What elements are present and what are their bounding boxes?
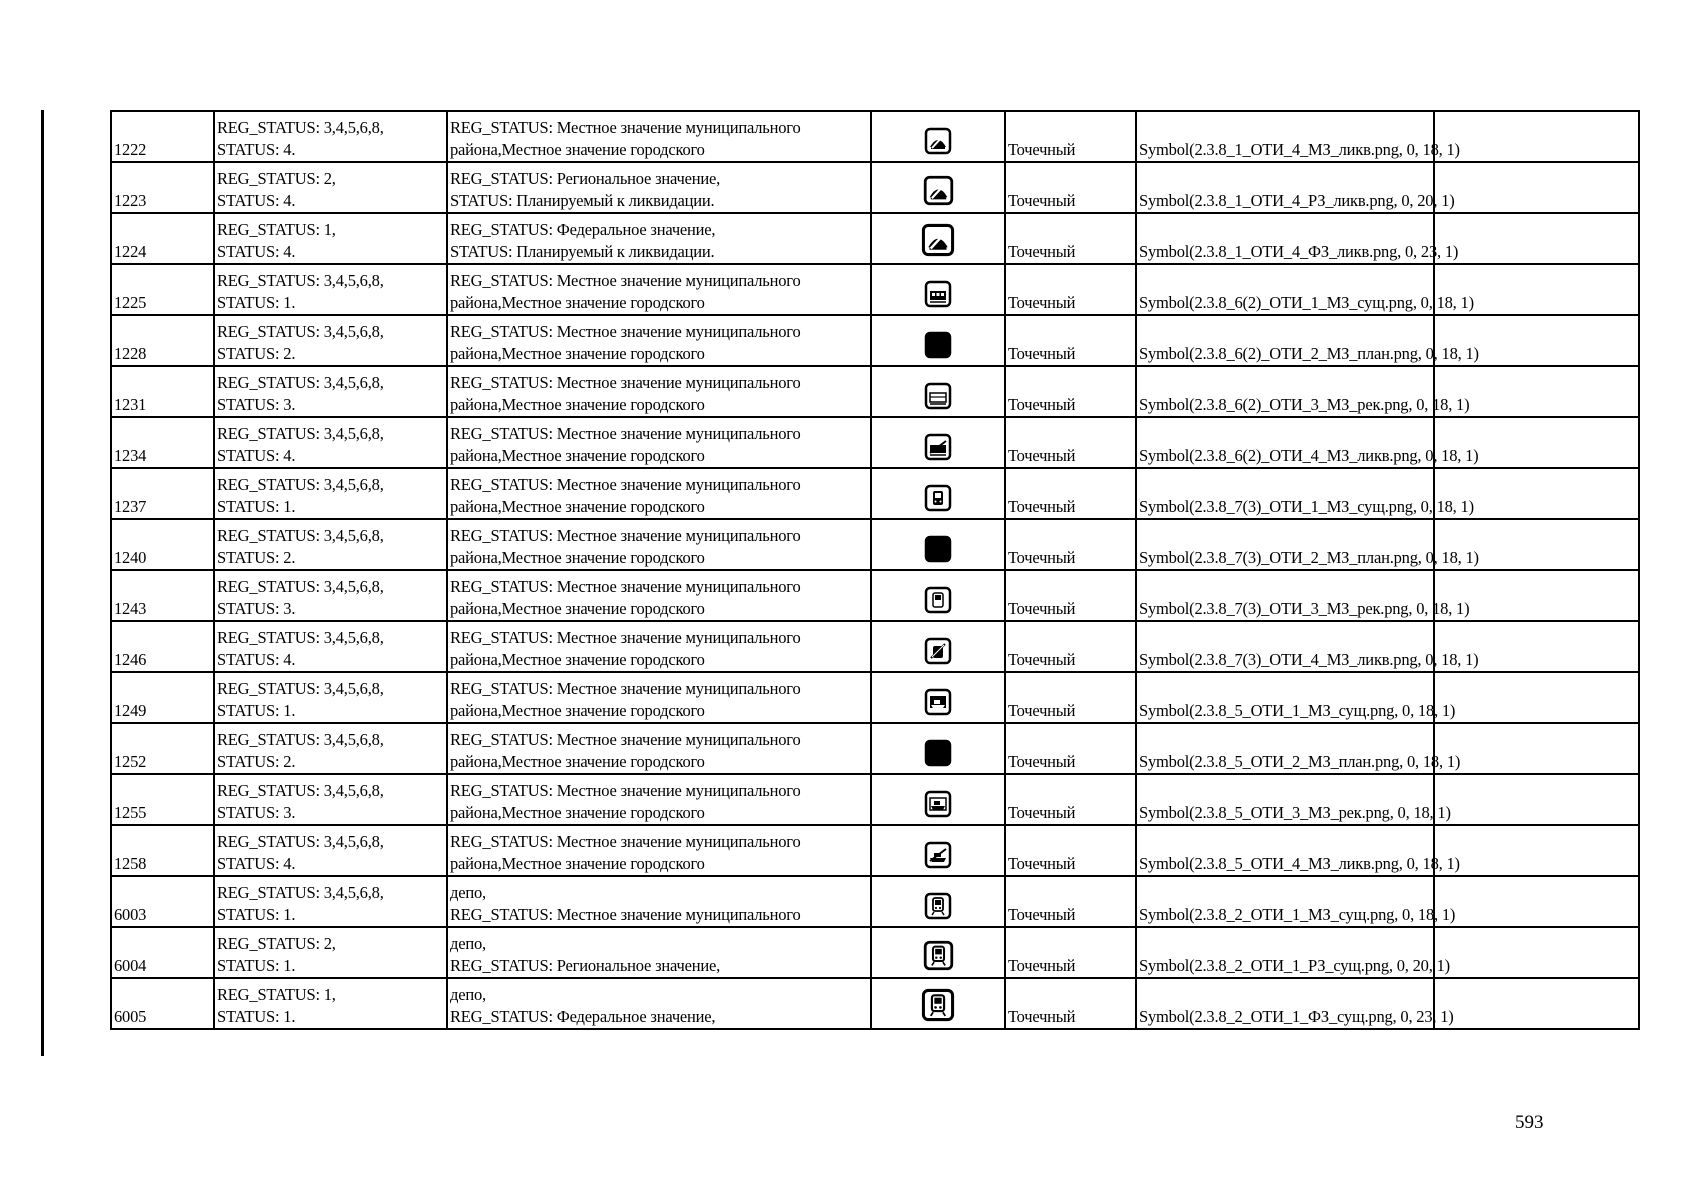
table-row <box>111 774 1639 825</box>
description-line: REG_STATUS: Местное значение муниципального <box>450 905 801 924</box>
reg-status-cell <box>214 978 447 1029</box>
geometry-type-cell <box>1005 111 1136 162</box>
symbol-expression: Symbol(2.3.8_6(2)_ОТИ_1_МЗ_сущ.png, 0, 18, 1) <box>1139 293 1474 312</box>
description-line: района,Местное значение городского <box>450 140 705 159</box>
row-id-cell <box>111 213 214 264</box>
row-id-cell <box>111 468 214 519</box>
symbol-expression-cell <box>1136 927 1450 978</box>
symbol-expression: Symbol(2.3.8_2_ОТИ_1_МЗ_сущ.png, 0, 18, 1) <box>1139 905 1456 924</box>
description-cell <box>447 774 871 825</box>
reg-status-line: REG_STATUS: 3,4,5,6,8, <box>217 730 384 749</box>
description-line: района,Местное значение городского <box>450 344 705 363</box>
table-row <box>111 111 1639 162</box>
row-id-cell <box>111 111 214 162</box>
geometry-type-cell <box>1005 570 1136 621</box>
row-id: 1231 <box>114 395 147 414</box>
symbol-expression-cell <box>1136 366 1470 417</box>
row-id: 1228 <box>114 344 147 363</box>
row-id: 1222 <box>114 140 147 159</box>
geometry-type-cell <box>1005 213 1136 264</box>
table-row <box>111 468 1639 519</box>
row-id: 6003 <box>114 905 147 924</box>
symbol-expression: Symbol(2.3.8_2_ОТИ_1_ФЗ_сущ.png, 0, 23, 1) <box>1139 1007 1454 1026</box>
description-line: района,Местное значение городского <box>450 854 705 873</box>
table-row <box>111 366 1639 417</box>
description-cell <box>447 417 871 468</box>
symbol-expression: Symbol(2.3.8_7(3)_ОТИ_2_МЗ_план.png, 0, 18, 1) <box>1139 548 1479 567</box>
description-line: REG_STATUS: Федеральное значение, <box>450 1007 716 1026</box>
description-line: STATUS: Планируемый к ликвидации. <box>450 242 715 261</box>
geometry-type-cell <box>1005 315 1136 366</box>
table-row <box>111 570 1639 621</box>
description-line: REG_STATUS: Региональное значение, <box>450 169 721 188</box>
symbol-expression-cell <box>1136 825 1460 876</box>
empty-cell <box>1434 723 1639 774</box>
reg-status-line: REG_STATUS: 2, <box>217 169 336 188</box>
row-id: 1225 <box>114 293 147 312</box>
geometry-type-cell <box>1005 927 1136 978</box>
row-id-cell <box>111 978 214 1029</box>
ship-depot-liquidated-icon <box>924 841 952 869</box>
description-line: района,Местное значение городского <box>450 701 705 720</box>
reg-status-cell <box>214 672 447 723</box>
description-cell <box>447 672 871 723</box>
table-row <box>111 417 1639 468</box>
description-line: REG_STATUS: Местное значение муниципального <box>450 475 801 494</box>
description-line: района,Местное значение городского <box>450 293 705 312</box>
symbol-expression: Symbol(2.3.8_5_ОТИ_1_МЗ_сущ.png, 0, 18, 1) <box>1139 701 1456 720</box>
empty-cell <box>1434 978 1639 1029</box>
geometry-type-cell <box>1005 672 1136 723</box>
symbol-icon-cell <box>871 774 1005 825</box>
symbol-icon-cell <box>871 570 1005 621</box>
filled-square-icon <box>924 535 952 563</box>
symbol-expression-cell <box>1136 621 1479 672</box>
row-id-cell <box>111 366 214 417</box>
reg-status-line: REG_STATUS: 3,4,5,6,8, <box>217 118 384 137</box>
reg-status-cell <box>214 468 447 519</box>
train-depot-icon <box>924 892 952 920</box>
symbol-expression-cell <box>1136 213 1459 264</box>
symbol-expression-cell <box>1136 570 1470 621</box>
geometry-type: Точечный <box>1008 905 1076 924</box>
description-cell <box>447 519 871 570</box>
description-cell <box>447 366 871 417</box>
status-line: STATUS: 1. <box>217 293 296 312</box>
symbol-expression: Symbol(2.3.8_6(2)_ОТИ_4_МЗ_ликв.png, 0, 18, 1) <box>1139 446 1479 465</box>
status-line: STATUS: 4. <box>217 650 296 669</box>
description-cell <box>447 825 871 876</box>
empty-cell <box>1434 876 1639 927</box>
geometry-type: Точечный <box>1008 191 1076 210</box>
description-line: REG_STATUS: Местное значение муниципального <box>450 322 801 341</box>
row-id-cell <box>111 672 214 723</box>
description-line: REG_STATUS: Местное значение муниципального <box>450 271 801 290</box>
status-line: STATUS: 2. <box>217 548 296 567</box>
symbol-expression-cell <box>1136 315 1479 366</box>
geometry-type: Точечный <box>1008 497 1076 516</box>
description-cell <box>447 111 871 162</box>
row-id-cell <box>111 876 214 927</box>
status-line: STATUS: 1. <box>217 497 296 516</box>
description-line: REG_STATUS: Местное значение муниципального <box>450 628 801 647</box>
description-line: депо, <box>450 934 486 953</box>
filled-square-icon <box>924 739 952 767</box>
symbol-expression: Symbol(2.3.8_5_ОТИ_3_МЗ_рек.png, 0, 18, 1) <box>1139 803 1451 822</box>
row-id: 1258 <box>114 854 147 873</box>
empty-cell <box>1434 111 1639 162</box>
geometry-type: Точечный <box>1008 293 1076 312</box>
table-row <box>111 162 1639 213</box>
geometry-type-cell <box>1005 978 1136 1029</box>
bus-station-liquidated-icon <box>924 127 952 155</box>
symbol-expression-cell <box>1136 519 1479 570</box>
symbol-expression: Symbol(2.3.8_1_ОТИ_4_МЗ_ликв.png, 0, 18, 1) <box>1139 140 1460 159</box>
geometry-type: Точечный <box>1008 140 1076 159</box>
reg-status-line: REG_STATUS: 3,4,5,6,8, <box>217 424 384 443</box>
geometry-type-cell <box>1005 621 1136 672</box>
symbol-expression: Symbol(2.3.8_2_ОТИ_1_РЗ_сущ.png, 0, 20, 1) <box>1139 956 1450 975</box>
row-id: 1249 <box>114 701 147 720</box>
description-cell <box>447 570 871 621</box>
symbol-expression: Symbol(2.3.8_5_ОТИ_4_МЗ_ликв.png, 0, 18, 1) <box>1139 854 1460 873</box>
row-id: 6004 <box>114 956 147 975</box>
symbol-expression: Symbol(2.3.8_1_ОТИ_4_РЗ_ликв.png, 0, 20, 1) <box>1139 191 1455 210</box>
reg-status-cell <box>214 519 447 570</box>
description-line: REG_STATUS: Местное значение муниципального <box>450 424 801 443</box>
reg-status-cell <box>214 774 447 825</box>
reg-status-line: REG_STATUS: 3,4,5,6,8, <box>217 322 384 341</box>
geometry-type: Точечный <box>1008 446 1076 465</box>
status-line: STATUS: 1. <box>217 1007 296 1026</box>
row-id-cell <box>111 417 214 468</box>
reg-status-cell <box>214 570 447 621</box>
symbol-expression: Symbol(2.3.8_7(3)_ОТИ_1_МЗ_сущ.png, 0, 18, 1) <box>1139 497 1474 516</box>
reg-status-line: REG_STATUS: 3,4,5,6,8, <box>217 271 384 290</box>
geometry-type: Точечный <box>1008 752 1076 771</box>
reg-status-line: REG_STATUS: 3,4,5,6,8, <box>217 526 384 545</box>
row-id-cell <box>111 825 214 876</box>
status-line: STATUS: 1. <box>217 701 296 720</box>
reg-status-line: REG_STATUS: 3,4,5,6,8, <box>217 679 384 698</box>
geometry-type-cell <box>1005 774 1136 825</box>
row-id: 1224 <box>114 242 147 261</box>
description-line: REG_STATUS: Местное значение муниципального <box>450 781 801 800</box>
geometry-type: Точечный <box>1008 854 1076 873</box>
symbol-expression: Symbol(2.3.8_6(2)_ОТИ_3_МЗ_рек.png, 0, 18, 1) <box>1139 395 1470 414</box>
symbol-icon-cell <box>871 417 1005 468</box>
empty-cell <box>1434 774 1639 825</box>
page-number: 593 <box>1515 1112 1544 1133</box>
row-id: 6005 <box>114 1007 147 1026</box>
row-id: 1246 <box>114 650 147 669</box>
row-id-cell <box>111 162 214 213</box>
geometry-type-cell <box>1005 264 1136 315</box>
geometry-type: Точечный <box>1008 242 1076 261</box>
description-line: депо, <box>450 883 486 902</box>
table-row <box>111 672 1639 723</box>
description-cell <box>447 315 871 366</box>
description-cell <box>447 468 871 519</box>
row-id-cell <box>111 927 214 978</box>
status-line: STATUS: 3. <box>217 599 296 618</box>
empty-cell <box>1434 162 1639 213</box>
symbol-icon-cell <box>871 621 1005 672</box>
symbol-icon-cell <box>871 876 1005 927</box>
row-id: 1240 <box>114 548 147 567</box>
status-line: STATUS: 4. <box>217 140 296 159</box>
status-line: STATUS: 3. <box>217 803 296 822</box>
reg-status-cell <box>214 621 447 672</box>
symbol-expression-cell <box>1136 876 1456 927</box>
description-cell <box>447 162 871 213</box>
geometry-type-cell <box>1005 876 1136 927</box>
symbol-icon-cell <box>871 213 1005 264</box>
symbol-expression-cell <box>1136 417 1479 468</box>
symbol-table-body <box>111 111 1639 1029</box>
description-line: REG_STATUS: Федеральное значение, <box>450 220 716 239</box>
symbol-expression-cell <box>1136 264 1474 315</box>
row-id-cell <box>111 774 214 825</box>
reg-status-cell <box>214 417 447 468</box>
description-line: района,Местное значение городского <box>450 599 705 618</box>
empty-cell <box>1434 213 1639 264</box>
status-line: STATUS: 2. <box>217 344 296 363</box>
description-line: района,Местное значение городского <box>450 446 705 465</box>
symbol-icon-cell <box>871 315 1005 366</box>
description-cell <box>447 876 871 927</box>
table-row <box>111 621 1639 672</box>
status-line: STATUS: 1. <box>217 905 296 924</box>
symbol-expression-cell <box>1136 723 1461 774</box>
status-line: STATUS: 4. <box>217 854 296 873</box>
symbol-expression: Symbol(2.3.8_1_ОТИ_4_ФЗ_ликв.png, 0, 23, 1) <box>1139 242 1459 261</box>
symbol-expression-cell <box>1136 468 1474 519</box>
bus-station-liquidated-icon <box>923 175 954 206</box>
symbol-icon-cell <box>871 162 1005 213</box>
reg-status-cell <box>214 111 447 162</box>
symbol-expression-cell <box>1136 111 1460 162</box>
description-line: REG_STATUS: Местное значение муниципального <box>450 118 801 137</box>
symbol-expression-cell <box>1136 672 1456 723</box>
table-row <box>111 825 1639 876</box>
geometry-type: Точечный <box>1008 548 1076 567</box>
description-cell <box>447 621 871 672</box>
table-row <box>111 213 1639 264</box>
description-line: REG_STATUS: Местное значение муниципального <box>450 730 801 749</box>
table-row <box>111 315 1639 366</box>
description-cell <box>447 927 871 978</box>
empty-cell <box>1434 825 1639 876</box>
reg-status-cell <box>214 213 447 264</box>
row-id: 1234 <box>114 446 147 465</box>
reg-status-cell <box>214 162 447 213</box>
description-line: REG_STATUS: Региональное значение, <box>450 956 721 975</box>
symbol-icon-cell <box>871 111 1005 162</box>
table-row <box>111 978 1639 1029</box>
description-line: района,Местное значение городского <box>450 803 705 822</box>
row-id-cell <box>111 315 214 366</box>
symbol-expression-cell <box>1136 774 1451 825</box>
geometry-type-cell <box>1005 417 1136 468</box>
table-row <box>111 723 1639 774</box>
train-depot-icon <box>921 988 955 1022</box>
symbol-icon-cell <box>871 723 1005 774</box>
description-line: района,Местное значение городского <box>450 650 705 669</box>
reg-status-line: REG_STATUS: 3,4,5,6,8, <box>217 883 384 902</box>
status-line: STATUS: 2. <box>217 752 296 771</box>
symbol-icon-cell <box>871 672 1005 723</box>
geometry-type: Точечный <box>1008 701 1076 720</box>
metro-depot-icon <box>924 484 952 512</box>
symbol-expression: Symbol(2.3.8_5_ОТИ_2_МЗ_план.png, 0, 18, 1) <box>1139 752 1461 771</box>
description-line: района,Местное значение городского <box>450 497 705 516</box>
description-line: REG_STATUS: Местное значение муниципального <box>450 832 801 851</box>
reg-status-line: REG_STATUS: 2, <box>217 934 336 953</box>
geometry-type: Точечный <box>1008 344 1076 363</box>
symbol-icon-cell <box>871 468 1005 519</box>
row-id: 1223 <box>114 191 147 210</box>
row-id: 1237 <box>114 497 147 516</box>
description-line: района,Местное значение городского <box>450 752 705 771</box>
geometry-type: Точечный <box>1008 803 1076 822</box>
filled-square-icon <box>924 331 952 359</box>
tram-depot-liquidated-icon <box>924 433 952 461</box>
reg-status-line: REG_STATUS: 1, <box>217 985 336 1004</box>
description-line: STATUS: Планируемый к ликвидации. <box>450 191 715 210</box>
reg-status-line: REG_STATUS: 1, <box>217 220 336 239</box>
row-id-cell <box>111 621 214 672</box>
bus-station-liquidated-icon <box>921 223 955 257</box>
reg-status-line: REG_STATUS: 3,4,5,6,8, <box>217 628 384 647</box>
metro-depot-outline-icon <box>924 586 952 614</box>
description-line: REG_STATUS: Местное значение муниципального <box>450 679 801 698</box>
status-line: STATUS: 1. <box>217 956 296 975</box>
table-row <box>111 927 1639 978</box>
symbol-expression: Symbol(2.3.8_6(2)_ОТИ_2_МЗ_план.png, 0, 18, 1) <box>1139 344 1479 363</box>
description-cell <box>447 264 871 315</box>
geometry-type-cell <box>1005 468 1136 519</box>
row-id: 1243 <box>114 599 147 618</box>
reg-status-line: REG_STATUS: 3,4,5,6,8, <box>217 832 384 851</box>
row-id: 1255 <box>114 803 147 822</box>
geometry-type: Точечный <box>1008 599 1076 618</box>
ship-depot-outline-icon <box>924 790 952 818</box>
ship-depot-icon <box>924 688 952 716</box>
row-id-cell <box>111 519 214 570</box>
row-id-cell <box>111 723 214 774</box>
tram-depot-outline-icon <box>924 382 952 410</box>
description-line: REG_STATUS: Местное значение муниципального <box>450 526 801 545</box>
symbol-expression: Symbol(2.3.8_7(3)_ОТИ_4_МЗ_ликв.png, 0, 18, 1) <box>1139 650 1479 669</box>
reg-status-cell <box>214 723 447 774</box>
symbol-icon-cell <box>871 978 1005 1029</box>
geometry-type-cell <box>1005 162 1136 213</box>
metro-depot-liquidated-icon <box>924 637 952 665</box>
status-line: STATUS: 4. <box>217 191 296 210</box>
description-cell <box>447 213 871 264</box>
geometry-type-cell <box>1005 723 1136 774</box>
status-line: STATUS: 3. <box>217 395 296 414</box>
symbol-icon-cell <box>871 519 1005 570</box>
description-line: REG_STATUS: Местное значение муниципального <box>450 577 801 596</box>
reg-status-cell <box>214 927 447 978</box>
empty-cell <box>1434 672 1639 723</box>
reg-status-cell <box>214 315 447 366</box>
left-margin-line <box>41 110 44 1056</box>
geometry-type-cell <box>1005 825 1136 876</box>
empty-cell <box>1434 927 1639 978</box>
tram-depot-icon <box>924 280 952 308</box>
description-line: депо, <box>450 985 486 1004</box>
description-cell <box>447 978 871 1029</box>
row-id-cell <box>111 264 214 315</box>
symbol-icon-cell <box>871 927 1005 978</box>
geometry-type: Точечный <box>1008 1007 1076 1026</box>
symbol-icon-cell <box>871 825 1005 876</box>
reg-status-cell <box>214 366 447 417</box>
row-id: 1252 <box>114 752 147 771</box>
description-line: REG_STATUS: Местное значение муниципального <box>450 373 801 392</box>
table-row <box>111 519 1639 570</box>
description-line: района,Местное значение городского <box>450 395 705 414</box>
symbol-icon-cell <box>871 264 1005 315</box>
symbol-expression: Symbol(2.3.8_7(3)_ОТИ_3_МЗ_рек.png, 0, 18, 1) <box>1139 599 1470 618</box>
train-depot-icon <box>923 940 954 971</box>
symbol-expression-cell <box>1136 162 1455 213</box>
reg-status-cell <box>214 825 447 876</box>
description-cell <box>447 723 871 774</box>
table-row <box>111 264 1639 315</box>
reg-status-line: REG_STATUS: 3,4,5,6,8, <box>217 781 384 800</box>
reg-status-cell <box>214 264 447 315</box>
symbol-table <box>110 110 1640 1030</box>
geometry-type: Точечный <box>1008 956 1076 975</box>
geometry-type-cell <box>1005 519 1136 570</box>
status-line: STATUS: 4. <box>217 446 296 465</box>
symbol-icon-cell <box>871 366 1005 417</box>
reg-status-line: REG_STATUS: 3,4,5,6,8, <box>217 577 384 596</box>
table-row <box>111 876 1639 927</box>
reg-status-line: REG_STATUS: 3,4,5,6,8, <box>217 475 384 494</box>
reg-status-cell <box>214 876 447 927</box>
status-line: STATUS: 4. <box>217 242 296 261</box>
reg-status-line: REG_STATUS: 3,4,5,6,8, <box>217 373 384 392</box>
geometry-type: Точечный <box>1008 650 1076 669</box>
symbol-expression-cell <box>1136 978 1454 1029</box>
row-id-cell <box>111 570 214 621</box>
geometry-type-cell <box>1005 366 1136 417</box>
geometry-type: Точечный <box>1008 395 1076 414</box>
description-line: района,Местное значение городского <box>450 548 705 567</box>
